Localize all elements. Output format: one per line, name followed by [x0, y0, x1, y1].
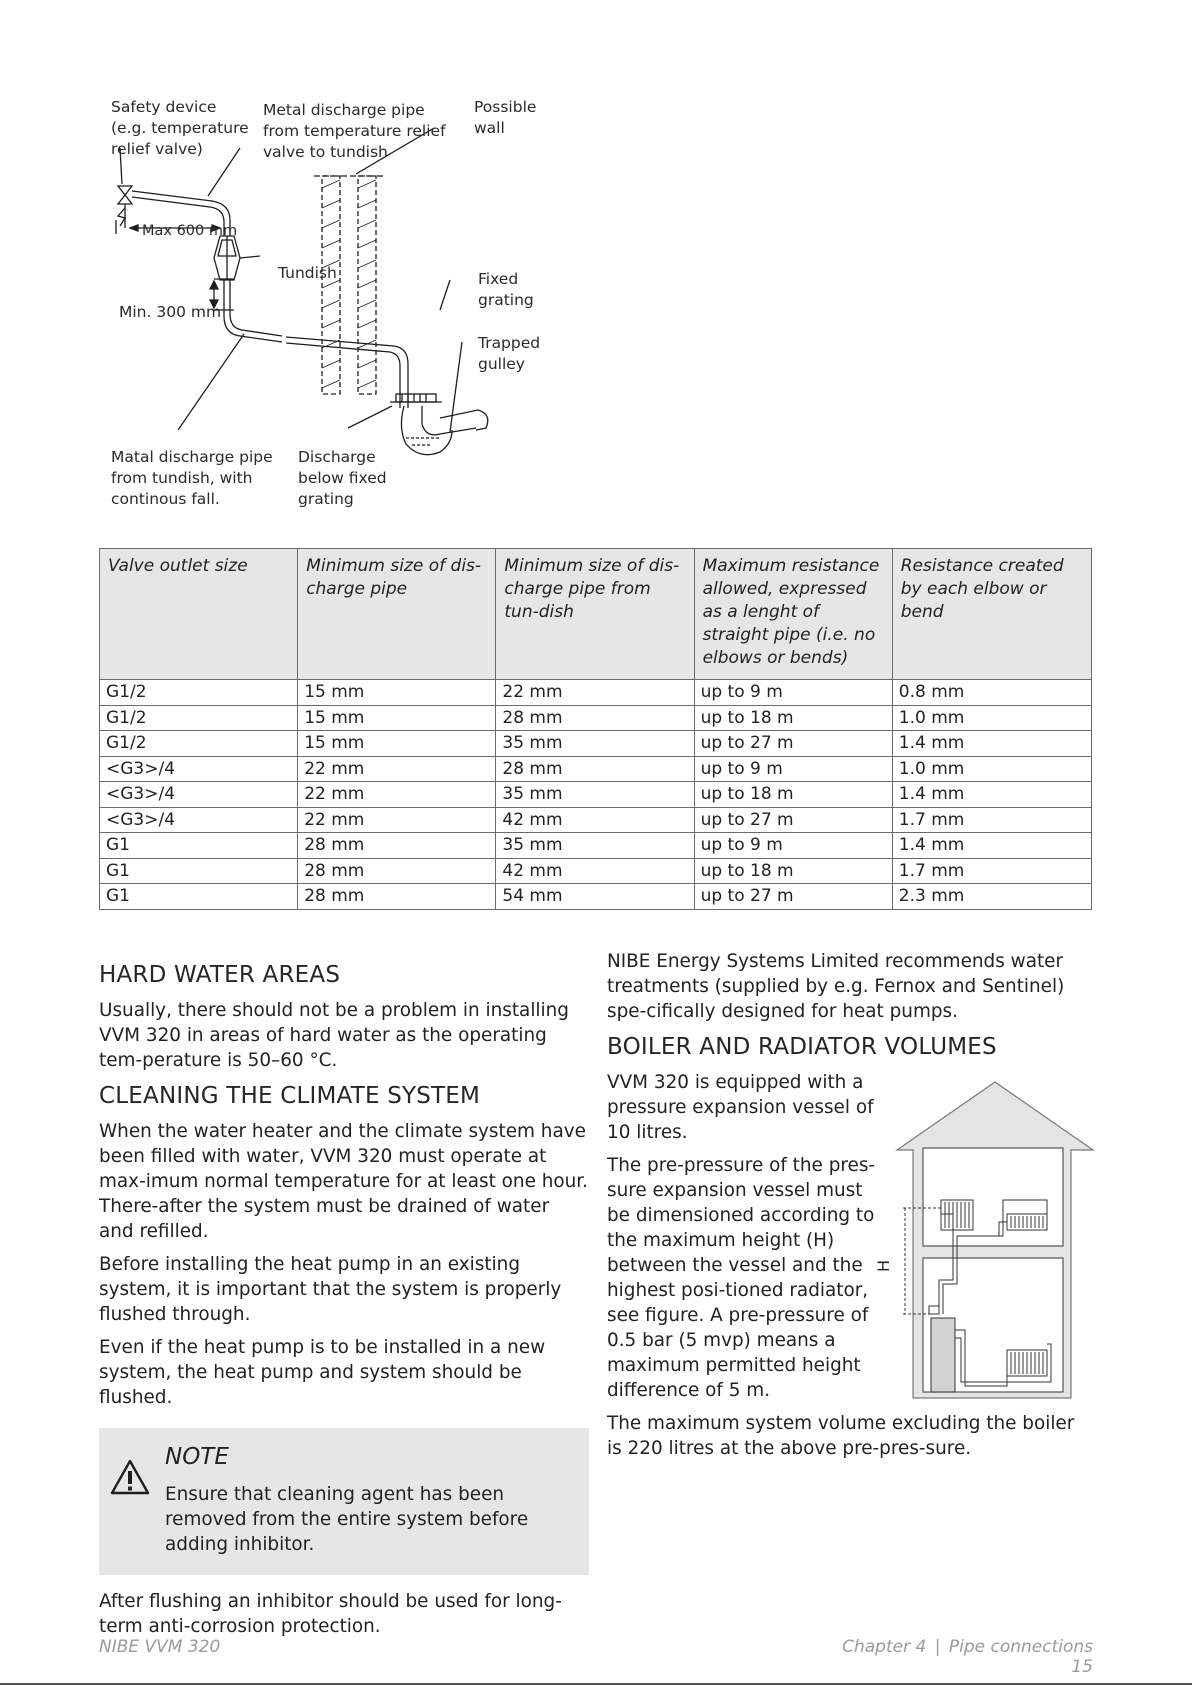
table-cell: 35 mm: [496, 782, 694, 808]
table-cell: up to 18 m: [694, 782, 892, 808]
nibe-recommendation-text: NIBE Energy Systems Limited recommends water treatments (supplied by e.g. Fernox and Sentinel) spe-cifically designed for heat pumps.: [607, 951, 1065, 1022]
footer-section-name: Pipe connections: [948, 1637, 1093, 1657]
table-cell: up to 9 m: [694, 756, 892, 782]
table-row: [100, 807, 1092, 833]
table-cell: 15 mm: [298, 705, 496, 731]
table-row: [100, 705, 1092, 731]
table-cell: 22 mm: [298, 807, 496, 833]
table-cell: 0.8 mm: [892, 680, 1091, 706]
table-cell: G1/2: [100, 731, 298, 757]
heading-boiler-radiator-volumes: BOILER AND RADIATOR VOLUMES: [607, 1034, 997, 1060]
table-cell: 22 mm: [298, 782, 496, 808]
table-cell: G1: [100, 884, 298, 910]
table-cell: 42 mm: [496, 807, 694, 833]
cleaning-paragraph-1: When the water heater and the climate system have been filled with water, VVM 320 must operate at max-imum normal temperature for at least one hour. There-after the system must be drained of water and refilled.: [99, 1121, 589, 1242]
label-possible-wall: Possible wall: [474, 98, 537, 137]
discharge-pipe-table: [99, 548, 1092, 910]
table-cell: 15 mm: [298, 680, 496, 706]
table-cell: 2.3 mm: [892, 884, 1091, 910]
warning-triangle-icon: [109, 1458, 151, 1496]
table-cell: 35 mm: [496, 731, 694, 757]
table-cell: 1.4 mm: [892, 833, 1091, 859]
table-cell: <G3>/4: [100, 756, 298, 782]
table-cell: up to 18 m: [694, 705, 892, 731]
table-row: [100, 858, 1092, 884]
left-column: [99, 960, 589, 1647]
heading-hard-water-areas: HARD WATER AREAS: [99, 962, 341, 988]
boiler-paragraph-3: The maximum system volume excluding the boiler is 220 litres at the above pre-pres-sure.: [607, 1413, 1075, 1459]
table-cell: G1/2: [100, 680, 298, 706]
table-cell: 54 mm: [496, 884, 694, 910]
table-cell: 1.7 mm: [892, 858, 1091, 884]
header-min-discharge-pipe: Minimum size of dis-charge pipe: [298, 549, 496, 680]
label-min-300: Min. 300 mm: [119, 303, 222, 321]
table-cell: 15 mm: [298, 731, 496, 757]
heading-cleaning-climate-system: CLEANING THE CLIMATE SYSTEM: [99, 1083, 481, 1109]
boiler-paragraph-1: VVM 320 is equipped with a pressure expansion vessel of 10 litres.: [607, 1072, 874, 1143]
table-cell: 1.4 mm: [892, 782, 1091, 808]
footer-separator: |: [934, 1637, 941, 1657]
header-min-pipe-from-tundish: Minimum size of dis-charge pipe from tun-dish: [496, 549, 694, 680]
header-max-resistance: Maximum resistance allowed, expressed as a lenght of straight pipe (i.e. no elbows or bends): [694, 549, 892, 680]
table-cell: G1/2: [100, 705, 298, 731]
table-header-row: [100, 549, 1092, 680]
cleaning-paragraph-2: Before installing the heat pump in an existing system, it is important that the system is properly flushed through.: [99, 1254, 562, 1325]
label-fixed-grating: Fixed grating: [478, 270, 534, 309]
header-resistance-per-elbow: Resistance created by each elbow or bend: [892, 549, 1091, 680]
note-box: [99, 1428, 589, 1575]
table-cell: 28 mm: [496, 756, 694, 782]
table-cell: up to 27 m: [694, 731, 892, 757]
table-cell: 42 mm: [496, 858, 694, 884]
table-cell: <G3>/4: [100, 782, 298, 808]
house-h-label: H: [874, 1259, 893, 1273]
cleaning-paragraph-3: Even if the heat pump is to be installed in a new system, the heat pump and system should be flushed.: [99, 1337, 546, 1408]
header-valve-outlet-size: Valve outlet size: [100, 549, 298, 680]
footer-product-name: NIBE VVM 320: [99, 1637, 221, 1657]
table-cell: up to 27 m: [694, 807, 892, 833]
table-cell: up to 18 m: [694, 858, 892, 884]
hard-water-text: Usually, there should not be a problem in installing VVM 320 in areas of hard water as the operating tem-perature is 50–60 °C.: [99, 1000, 569, 1071]
after-note-text: After flushing an inhibitor should be used for long-term anti-corrosion protection.: [99, 1591, 562, 1637]
table-cell: 28 mm: [298, 884, 496, 910]
label-matal-pipe-bottom: Matal discharge pipe from tundish, with continous fall.: [111, 448, 273, 508]
label-discharge-below: Discharge below fixed grating: [298, 448, 387, 508]
label-max-600: Max 600 mm: [142, 223, 238, 239]
table-row: [100, 680, 1092, 706]
table-cell: 35 mm: [496, 833, 694, 859]
label-tundish: Tundish: [278, 264, 337, 282]
table-cell: 28 mm: [298, 858, 496, 884]
table-cell: 28 mm: [298, 833, 496, 859]
footer-page-number: 15: [1071, 1657, 1093, 1677]
label-safety-device: Safety device (e.g. temperature relief valve): [111, 98, 249, 158]
table-cell: 28 mm: [496, 705, 694, 731]
label-trapped-gulley: Trapped gulley: [478, 334, 541, 373]
table-cell: 22 mm: [298, 756, 496, 782]
table-row: [100, 782, 1092, 808]
table-cell: up to 9 m: [694, 680, 892, 706]
table-cell: <G3>/4: [100, 807, 298, 833]
note-title: NOTE: [165, 1444, 229, 1470]
table-cell: up to 9 m: [694, 833, 892, 859]
table-cell: 1.0 mm: [892, 705, 1091, 731]
table-cell: up to 27 m: [694, 884, 892, 910]
table-cell: 22 mm: [496, 680, 694, 706]
table-row: [100, 731, 1092, 757]
table-row: [100, 884, 1092, 910]
table-cell: 1.0 mm: [892, 756, 1091, 782]
house-radiator-figure: [874, 1080, 1095, 1400]
discharge-pipe-diagram: [100, 88, 660, 528]
footer-chapter-number: Chapter 4: [842, 1637, 927, 1657]
table-cell: 1.4 mm: [892, 731, 1091, 757]
footer-chapter: [810, 1637, 1093, 1677]
label-metal-pipe-top: Metal discharge pipe from temperature relief valve to tundish: [263, 101, 446, 161]
table-cell: G1: [100, 858, 298, 884]
table-cell: 1.7 mm: [892, 807, 1091, 833]
table-row: [100, 756, 1092, 782]
table-row: [100, 833, 1092, 859]
table-cell: G1: [100, 833, 298, 859]
note-body: Ensure that cleaning agent has been removed from the entire system before adding inhibitor.: [165, 1484, 529, 1555]
boiler-paragraph-2: The pre-pressure of the pres-sure expansion vessel must be dimensioned according to the maximum height (H) between the vessel and the highest posi-tioned radiator, see figure. A pre-pressure of 0.5 bar (5 mvp) means a maximum permitted height difference of 5 m.: [607, 1155, 876, 1401]
